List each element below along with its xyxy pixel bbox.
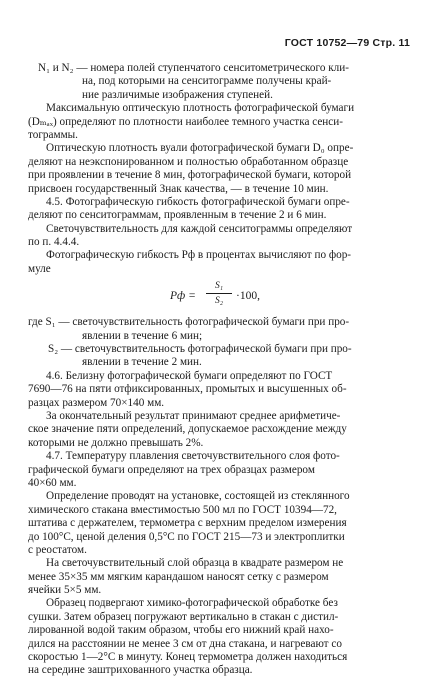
text-line: с реостатом. — [28, 543, 87, 556]
text-line: на середине заштрихованного участка образца. — [28, 664, 253, 677]
text-line: явлении в течение 2 мин. — [82, 356, 202, 369]
document-body — [28, 62, 408, 678]
setup-paragraph — [28, 490, 408, 557]
text-line: деляют на неэкспонированном и полностью обработанном образце — [28, 155, 349, 168]
procedure-paragraph — [28, 597, 408, 677]
text-line: по п. 4.4.4. — [28, 236, 80, 249]
text-line: S₂ — светочувствительность фотографической бумаги при про- — [48, 343, 352, 356]
text-line: Фотографическую гибкость Pф в процентах вычисляют по фор- — [46, 249, 352, 262]
clause-4-5 — [28, 196, 408, 223]
text-line: 4.5. Фотографическую гибкость фотографической бумаги опре- — [46, 195, 350, 208]
grid-paragraph — [28, 557, 408, 597]
page-header — [285, 37, 410, 49]
text-line: ние различимые изображения ступеней. — [82, 88, 273, 101]
text-line: на, под которыми на сенситограмме получены край- — [82, 75, 332, 88]
text-line: дился на расстоянии не менее 3 см от дна стакана, и нагревают со — [28, 637, 342, 650]
clause-4-6 — [28, 370, 408, 410]
text-line: лированной водой таким образом, чтобы его нижний край нахо- — [28, 624, 334, 637]
text-line: Определение проводят на установке, состоящей из стеклянного — [46, 490, 350, 503]
text-line: N₁ и N₂ — номера полей ступенчатого сенситометрического кли- — [38, 62, 349, 74]
result-paragraph — [28, 410, 408, 450]
formula-denominator: S₂ — [214, 296, 224, 307]
text-line: присвоен государственный Знак качества, — в течение 10 мин. — [28, 182, 329, 195]
text-line: (Dₘₐₓ) определяют по плотности наиболее темного участка сенси- — [28, 115, 343, 128]
text-line: графической бумаги определяют на трех образцах размером — [28, 463, 315, 476]
text-line: Светочувствительность для каждой сенситограммы определяют — [46, 222, 353, 235]
text-line: 40×60 мм. — [28, 476, 77, 489]
text-line: На светочувствительный слой образца в квадрате размером не — [46, 557, 344, 570]
text-line: химического стакана вместимостью 500 мл по ГОСТ 10394—72, — [28, 503, 337, 516]
text-line: скоростью 1—2°С в минуту. Конец термометра должен находиться — [28, 651, 348, 664]
text-line: разцах размером 70×140 мм. — [28, 396, 165, 409]
page-number: Стр. 11 — [372, 37, 410, 49]
text-line: 7690—76 на пяти отфиксированных, промытых и высушенных об- — [28, 383, 347, 396]
text-line: сушки. Затем образец погружают вертикально в стакан с дистил- — [28, 610, 339, 623]
formula-lhs: Pф = — [170, 290, 196, 303]
text-line: где S₁ — светочувствительность фотографической бумаги при про- — [28, 316, 350, 329]
text-line: 4.7. Температуру плавления светочувствительного слоя фото- — [46, 450, 340, 463]
dmax-paragraph — [28, 102, 408, 142]
sensitivity-paragraph — [28, 223, 408, 250]
text-line: при проявлении в течение 8 мин, фотографической бумаги, которой — [28, 169, 352, 182]
text-line: которыми не должно превышать 2%. — [28, 436, 204, 449]
text-line: ское значение пяти определений, допускаемое расхождение между — [28, 423, 347, 436]
standard-number: ГОСТ 10752—79 — [284, 37, 370, 49]
text-line: до 100°С, ценой деления 0,5°С по ГОСТ 215—73 и электроплитки — [28, 530, 345, 543]
where-block — [28, 316, 408, 370]
text-line: явлении в течение 6 мин; — [82, 329, 203, 342]
clause-4-7 — [28, 450, 408, 490]
flexibility-paragraph — [28, 249, 408, 276]
formula-rhs: ·100, — [236, 290, 260, 303]
fraction-bar — [206, 293, 232, 294]
d0-paragraph — [28, 142, 408, 196]
text-line: 4.6. Белизну фотографической бумаги определяют по ГОСТ — [46, 369, 333, 382]
text-line: За окончательный результат принимают среднее арифметиче- — [46, 409, 341, 422]
text-line: Оптическую плотность вуали фотографической бумаги D₀ опре- — [46, 142, 354, 155]
text-line: штатива с держателем, термометра с верхним пределом измерения — [28, 517, 347, 530]
text-line: ячейки 5×5 мм. — [28, 584, 102, 597]
text-line: Образец подвергают химико-фотографической обработке без — [46, 597, 338, 610]
text-line: муле — [28, 262, 51, 275]
formula-numerator: S₁ — [214, 281, 224, 292]
text-line: тограммы. — [28, 128, 78, 141]
n-definition — [28, 62, 408, 102]
text-line: деляют по сенситограммам, проявленным в течение 2 и 6 мин. — [28, 209, 327, 222]
flexibility-formula — [28, 278, 408, 314]
text-line: Максимальную оптическую плотность фотографической бумаги — [46, 102, 355, 115]
text-line: менее 35×35 мм мягким карандашом наносят сетку с размером — [28, 570, 329, 583]
formula-fraction — [206, 280, 232, 307]
